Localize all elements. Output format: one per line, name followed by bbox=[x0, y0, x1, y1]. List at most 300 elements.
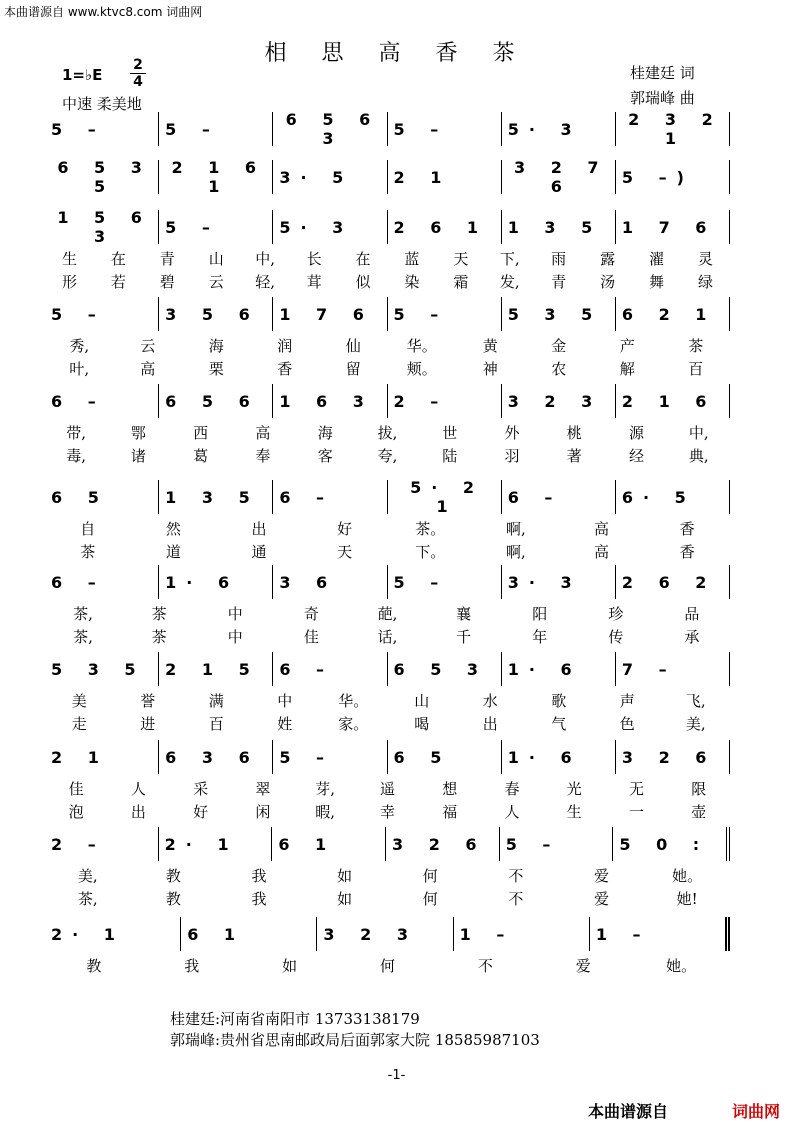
measure bbox=[501, 740, 615, 774]
measure-notes: 1 – bbox=[459, 924, 515, 944]
lyric-syllable: 在 bbox=[355, 250, 371, 268]
lyric-syllable: 出 bbox=[482, 715, 498, 733]
lyricist-credit: 桂建廷 词 bbox=[630, 64, 695, 82]
lyric-syllable: 品 bbox=[684, 605, 700, 623]
measure bbox=[387, 480, 501, 514]
lyric-syllable: 啊, bbox=[506, 520, 526, 538]
measure-notes: 6 – bbox=[51, 572, 106, 592]
measure-notes: 5 3 5 bbox=[507, 304, 603, 324]
measure-notes: 2· 1 bbox=[164, 834, 239, 854]
lyric-syllable: 栗 bbox=[208, 360, 224, 378]
measure-notes: 3· 5 bbox=[279, 167, 354, 187]
lyric-syllable: 黄 bbox=[482, 337, 498, 355]
lyric-syllable: 金 bbox=[551, 337, 567, 355]
measure-notes: 2 1 bbox=[393, 167, 452, 187]
lyric-syllable: 茶, bbox=[77, 890, 98, 908]
lyric-syllable: 不 bbox=[508, 890, 524, 908]
measure bbox=[272, 210, 386, 244]
measure-notes: 6 1 bbox=[187, 924, 246, 944]
lyric-syllable: 高 bbox=[594, 543, 610, 561]
lyric-syllable: 汤 bbox=[600, 273, 616, 291]
measure bbox=[316, 917, 452, 951]
lyric-syllable: 不 bbox=[477, 957, 493, 975]
lyric-syllable: 云 bbox=[140, 337, 156, 355]
lyric-syllable: 奉 bbox=[255, 447, 271, 465]
lyric-syllable: 典, bbox=[688, 447, 709, 465]
lyric-syllable: 云 bbox=[208, 273, 224, 291]
notation-line bbox=[45, 384, 730, 420]
lyric-syllable: 青 bbox=[159, 250, 175, 268]
lyric-syllable: 如 bbox=[337, 867, 353, 885]
measure bbox=[45, 480, 158, 514]
lyric-syllable: 茶。 bbox=[415, 520, 446, 538]
lyrics-verse-1 bbox=[45, 248, 730, 269]
lyric-syllable: 佳 bbox=[303, 628, 319, 646]
measure-notes: 3 6 bbox=[279, 572, 338, 592]
measure bbox=[615, 297, 730, 331]
lyric-syllable: 山 bbox=[414, 692, 430, 710]
lyric-syllable: 留 bbox=[345, 360, 361, 378]
measure-notes: 5 – bbox=[393, 304, 449, 324]
lyric-syllable: 毒, bbox=[66, 447, 87, 465]
measure-notes: 5 –) bbox=[621, 167, 694, 187]
measure bbox=[387, 112, 501, 146]
measure bbox=[387, 565, 501, 599]
lyric-syllable: 羽 bbox=[504, 447, 520, 465]
lyric-syllable: 福 bbox=[442, 803, 458, 821]
measure-notes: 3 2 3 bbox=[507, 391, 603, 411]
measure-notes: 5· 2 1 bbox=[410, 478, 485, 516]
lyric-syllable: 气 bbox=[551, 715, 567, 733]
lyric-syllable: 在 bbox=[110, 250, 126, 268]
lyric-syllable: 轻, bbox=[255, 273, 276, 291]
measure bbox=[387, 210, 501, 244]
measure-notes: 3 2 3 bbox=[323, 924, 418, 944]
lyric-syllable: 若 bbox=[110, 273, 126, 291]
time-signature: 2 4 bbox=[130, 58, 146, 89]
measure-notes: 3· 3 bbox=[507, 572, 582, 592]
lyric-syllable: 闲 bbox=[255, 803, 271, 821]
measure-notes: 5 – bbox=[505, 834, 561, 854]
lyric-syllable: 长 bbox=[306, 250, 322, 268]
lyric-syllable: 香 bbox=[679, 520, 695, 538]
lyrics-verse-2 bbox=[45, 626, 730, 647]
lyrics-verse-2 bbox=[45, 358, 730, 379]
measure-notes: 2 – bbox=[51, 834, 106, 854]
lyric-syllable: 歌 bbox=[551, 692, 567, 710]
lyric-syllable: 雨 bbox=[551, 250, 567, 268]
measure-notes: 6 3 6 bbox=[165, 747, 260, 767]
notation-line bbox=[45, 827, 730, 863]
lyric-syllable: 世 bbox=[442, 424, 458, 442]
lyric-syllable: 我 bbox=[184, 957, 200, 975]
lyric-syllable: 喝 bbox=[414, 715, 430, 733]
lyric-syllable: 仙 bbox=[345, 337, 361, 355]
measure bbox=[453, 917, 589, 951]
measure bbox=[387, 652, 501, 686]
lyric-syllable: 想 bbox=[442, 780, 458, 798]
measure-notes: 6 5 3 5 bbox=[57, 158, 152, 196]
lyric-syllable: 生 bbox=[61, 250, 77, 268]
measure-notes: 6 5 3 bbox=[393, 659, 489, 679]
lyric-syllable: 飞, bbox=[685, 692, 706, 710]
lyric-syllable: 襄 bbox=[456, 605, 472, 623]
measure bbox=[612, 827, 730, 861]
measure bbox=[501, 297, 615, 331]
lyrics-verse-1 bbox=[45, 518, 730, 539]
measure bbox=[615, 112, 730, 146]
lyric-syllable: 润 bbox=[277, 337, 293, 355]
song-title: 相 思 高 香 茶 bbox=[264, 41, 529, 66]
measure-notes: 1 7 6 bbox=[621, 217, 717, 237]
lyrics-verse-2 bbox=[45, 445, 730, 466]
measure-notes: 3 5 6 bbox=[165, 304, 260, 324]
lyric-syllable: 好 bbox=[193, 803, 209, 821]
lyric-syllable: 拔, bbox=[377, 424, 398, 442]
lyrics-verse-2 bbox=[45, 888, 730, 909]
measure-notes: 6 5 bbox=[51, 487, 109, 507]
measure bbox=[387, 740, 501, 774]
measure bbox=[387, 384, 501, 418]
measure bbox=[45, 652, 158, 686]
measure-notes: 2 3 2 1 bbox=[628, 110, 723, 148]
measure bbox=[158, 827, 272, 861]
measure bbox=[272, 480, 386, 514]
lyric-syllable: 山 bbox=[208, 250, 224, 268]
lyrics-verse-1 bbox=[45, 690, 730, 711]
measure bbox=[272, 384, 386, 418]
lyric-syllable: 走 bbox=[71, 715, 87, 733]
measure-notes: 5 – bbox=[51, 304, 106, 324]
lyric-syllable: 客 bbox=[317, 447, 333, 465]
notation-line bbox=[45, 160, 730, 196]
measure-notes: 1 3 5 bbox=[165, 487, 260, 507]
measure-notes: 1 5 6 3 bbox=[57, 208, 152, 246]
measure bbox=[615, 480, 730, 514]
measure bbox=[45, 740, 158, 774]
lyric-syllable: 香 bbox=[679, 543, 695, 561]
lyric-syllable: 教 bbox=[165, 867, 181, 885]
lyric-syllable: 爱 bbox=[575, 957, 591, 975]
measure bbox=[501, 565, 615, 599]
lyric-syllable: 家。 bbox=[338, 715, 369, 733]
measure-notes: 5 0 : bbox=[619, 834, 710, 854]
lyric-syllable: 满 bbox=[208, 692, 224, 710]
lyric-syllable: 农 bbox=[551, 360, 567, 378]
tempo-marking: 中速 柔美地 bbox=[62, 95, 142, 113]
measure-notes: 3 2 6 bbox=[392, 834, 487, 854]
measure bbox=[615, 210, 730, 244]
lyric-syllable: 道 bbox=[165, 543, 181, 561]
notation-line bbox=[45, 210, 730, 246]
measure bbox=[615, 160, 730, 194]
lyric-syllable: 中 bbox=[227, 605, 243, 623]
lyric-syllable: 茶 bbox=[151, 605, 167, 623]
lyric-syllable: 海 bbox=[317, 424, 333, 442]
lyric-syllable: 华。 bbox=[406, 337, 437, 355]
measure bbox=[615, 652, 730, 686]
lyric-syllable: 蓝 bbox=[404, 250, 420, 268]
lyric-syllable: 人 bbox=[130, 780, 146, 798]
lyric-syllable: 产 bbox=[619, 337, 635, 355]
measure-notes: 2 6 2 bbox=[621, 572, 717, 592]
lyric-syllable: 她! bbox=[676, 890, 698, 908]
measure bbox=[180, 917, 316, 951]
lyric-syllable: 教 bbox=[165, 890, 181, 908]
measure bbox=[45, 565, 158, 599]
notation-line bbox=[45, 565, 730, 601]
measure bbox=[158, 210, 272, 244]
lyric-syllable: 高 bbox=[594, 520, 610, 538]
composer-credit: 郭瑞峰 曲 bbox=[630, 89, 695, 107]
measure bbox=[501, 480, 615, 514]
measure bbox=[45, 827, 158, 861]
lyric-syllable: 著 bbox=[566, 447, 582, 465]
measure bbox=[501, 112, 615, 146]
lyric-syllable: 啊, bbox=[506, 543, 526, 561]
lyric-syllable: 千 bbox=[456, 628, 472, 646]
lyric-syllable: 华。 bbox=[338, 692, 369, 710]
measure bbox=[387, 160, 501, 194]
lyric-syllable: 进 bbox=[140, 715, 156, 733]
lyric-syllable: 誉 bbox=[140, 692, 156, 710]
lyric-syllable: 话, bbox=[377, 628, 398, 646]
lyric-syllable: 霜 bbox=[453, 273, 469, 291]
measure-notes: 5· 3 bbox=[507, 119, 582, 139]
source-label: 本曲谱源自 bbox=[588, 1102, 669, 1121]
lyric-syllable: 茶 bbox=[80, 543, 96, 561]
lyric-syllable: 她。 bbox=[672, 867, 703, 885]
site-logo: 词曲网 bbox=[732, 1102, 781, 1121]
lyric-syllable: 神 bbox=[482, 360, 498, 378]
notation-line bbox=[45, 112, 730, 148]
lyric-syllable: 佳 bbox=[68, 780, 84, 798]
lyric-syllable: 海 bbox=[208, 337, 224, 355]
measure-notes: 2 1 6 1 bbox=[171, 158, 267, 196]
notation-line bbox=[45, 297, 730, 333]
lyric-syllable: 茶 bbox=[688, 337, 704, 355]
lyric-syllable: 经 bbox=[629, 447, 645, 465]
measure bbox=[45, 160, 158, 194]
measure-notes: 6· 5 bbox=[621, 487, 696, 507]
measure-notes: 1· 6 bbox=[507, 659, 582, 679]
measure bbox=[501, 210, 615, 244]
measure-notes: 1 – bbox=[595, 924, 651, 944]
measure bbox=[158, 297, 272, 331]
lyric-syllable: 露 bbox=[600, 250, 616, 268]
lyrics-verse-1 bbox=[45, 778, 730, 799]
measure-notes: 5 – bbox=[393, 119, 449, 139]
lyric-syllable: 茶, bbox=[73, 605, 93, 623]
lyric-syllable: 陆 bbox=[442, 447, 458, 465]
lyric-syllable: 泡 bbox=[68, 803, 84, 821]
measure-notes: 2 1 6 bbox=[621, 391, 717, 411]
lyric-syllable: 舞 bbox=[649, 273, 665, 291]
measure bbox=[271, 827, 385, 861]
measure-notes: 6 5 6 3 bbox=[285, 110, 381, 148]
measure bbox=[45, 917, 180, 951]
measure-notes: 6 5 6 bbox=[165, 391, 260, 411]
lyric-syllable: 中 bbox=[277, 692, 293, 710]
measure bbox=[387, 297, 501, 331]
contact-lyricist: 桂建廷:河南省南阳市 13733138179 bbox=[170, 1010, 420, 1028]
lyric-syllable: 中, bbox=[688, 424, 709, 442]
measure bbox=[158, 480, 272, 514]
measure bbox=[158, 652, 272, 686]
lyric-syllable: 光 bbox=[566, 780, 582, 798]
measure bbox=[158, 112, 272, 146]
lyric-syllable: 下, bbox=[499, 250, 520, 268]
lyric-syllable: 诸 bbox=[130, 447, 146, 465]
lyric-syllable: 如 bbox=[282, 957, 298, 975]
measure bbox=[45, 112, 158, 146]
lyric-syllable: 天 bbox=[337, 543, 353, 561]
lyric-syllable: 何 bbox=[422, 890, 438, 908]
lyric-syllable: 外 bbox=[504, 424, 520, 442]
measure-notes: 5 – bbox=[165, 119, 220, 139]
lyric-syllable: 绿 bbox=[697, 273, 713, 291]
measure bbox=[158, 384, 272, 418]
measure bbox=[158, 565, 272, 599]
lyric-syllable: 形 bbox=[61, 273, 77, 291]
measure-notes: 6 1 bbox=[278, 834, 337, 854]
lyric-syllable: 秀, bbox=[69, 337, 90, 355]
lyric-syllable: 姓 bbox=[277, 715, 293, 733]
lyric-syllable: 好 bbox=[337, 520, 353, 538]
lyric-syllable: 带, bbox=[66, 424, 87, 442]
lyric-syllable: 阳 bbox=[532, 605, 548, 623]
notation-line bbox=[45, 480, 730, 516]
measure-notes: 6 – bbox=[279, 659, 335, 679]
lyric-syllable: 幸 bbox=[379, 803, 395, 821]
lyric-syllable: 我 bbox=[251, 890, 267, 908]
measure-notes: 6 2 1 bbox=[621, 304, 717, 324]
lyric-syllable: 美, bbox=[77, 867, 98, 885]
lyric-syllable: 颊。 bbox=[406, 360, 437, 378]
lyric-syllable: 年 bbox=[532, 628, 548, 646]
lyric-syllable: 教 bbox=[86, 957, 102, 975]
lyric-syllable: 百 bbox=[208, 715, 224, 733]
lyric-syllable: 茶, bbox=[73, 628, 93, 646]
lyrics-verse-2 bbox=[45, 271, 730, 292]
lyric-syllable: 香 bbox=[277, 360, 293, 378]
lyric-syllable: 何 bbox=[380, 957, 396, 975]
lyric-syllable: 水 bbox=[482, 692, 498, 710]
lyric-syllable: 芽, bbox=[315, 780, 336, 798]
lyric-syllable: 然 bbox=[165, 520, 181, 538]
lyric-syllable: 爱 bbox=[594, 867, 610, 885]
lyric-syllable: 人 bbox=[504, 803, 520, 821]
lyrics-verse-1 bbox=[45, 865, 730, 886]
lyrics-verse-1 bbox=[45, 335, 730, 356]
lyric-syllable: 桃 bbox=[566, 424, 582, 442]
measure-notes: 3 2 6 bbox=[621, 747, 717, 767]
measure bbox=[589, 917, 730, 951]
lyric-syllable: 色 bbox=[619, 715, 635, 733]
measure-notes: 5 3 5 bbox=[51, 659, 146, 679]
lyric-syllable: 美, bbox=[685, 715, 706, 733]
lyric-syllable: 茶 bbox=[151, 628, 167, 646]
measure bbox=[499, 827, 613, 861]
measure bbox=[45, 384, 158, 418]
measure bbox=[615, 384, 730, 418]
lyric-syllable: 不 bbox=[508, 867, 524, 885]
measure-notes: 6 – bbox=[507, 487, 563, 507]
lyric-syllable: 翠 bbox=[255, 780, 271, 798]
lyric-syllable: 西 bbox=[193, 424, 209, 442]
lyric-syllable: 中 bbox=[227, 628, 243, 646]
lyrics-verse-1 bbox=[45, 955, 730, 976]
lyric-syllable: 承 bbox=[684, 628, 700, 646]
measure bbox=[45, 297, 158, 331]
lyric-syllable: 灵 bbox=[697, 250, 713, 268]
notation-line bbox=[45, 740, 730, 776]
measure-notes: 1 7 6 bbox=[279, 304, 374, 324]
key-signature: 1=♭E bbox=[62, 66, 103, 84]
contact-composer: 郭瑞峰:贵州省思南邮政局后面郭家大院 18585987103 bbox=[170, 1031, 540, 1049]
lyric-syllable: 出 bbox=[251, 520, 267, 538]
lyrics-verse-2 bbox=[45, 801, 730, 822]
lyric-syllable: 奇 bbox=[303, 605, 319, 623]
lyric-syllable: 何 bbox=[422, 867, 438, 885]
measure bbox=[158, 740, 272, 774]
measure-notes: 1· 6 bbox=[507, 747, 582, 767]
lyric-syllable: 百 bbox=[688, 360, 704, 378]
lyric-syllable: 她。 bbox=[666, 957, 697, 975]
measure bbox=[615, 740, 730, 774]
lyric-syllable: 叶, bbox=[69, 360, 90, 378]
lyric-syllable: 夸, bbox=[377, 447, 398, 465]
lyric-syllable: 如 bbox=[337, 890, 353, 908]
lyric-syllable: 无 bbox=[629, 780, 645, 798]
lyric-syllable: 壶 bbox=[691, 803, 707, 821]
lyric-syllable: 茸 bbox=[306, 273, 322, 291]
lyric-syllable: 生 bbox=[566, 803, 582, 821]
lyric-syllable: 声 bbox=[619, 692, 635, 710]
lyric-syllable: 我 bbox=[251, 867, 267, 885]
lyric-syllable: 鄂 bbox=[130, 424, 146, 442]
measure bbox=[501, 652, 615, 686]
measure bbox=[272, 740, 386, 774]
measure-notes: 2· 1 bbox=[51, 924, 125, 944]
lyrics-verse-2 bbox=[45, 541, 730, 562]
measure-notes: 6 5 bbox=[393, 747, 452, 767]
lyric-syllable: 青 bbox=[551, 273, 567, 291]
measure-notes: 6 – bbox=[279, 487, 335, 507]
lyrics-verse-2 bbox=[45, 713, 730, 734]
lyric-syllable: 下。 bbox=[415, 543, 446, 561]
measure bbox=[501, 160, 615, 194]
notation-line bbox=[45, 652, 730, 688]
lyric-syllable: 中, bbox=[255, 250, 276, 268]
lyric-syllable: 遥 bbox=[379, 780, 395, 798]
measure bbox=[272, 297, 386, 331]
notation-line bbox=[45, 917, 730, 953]
lyric-syllable: 暇, bbox=[315, 803, 336, 821]
lyric-syllable: 限 bbox=[691, 780, 707, 798]
lyric-syllable: 珍 bbox=[608, 605, 624, 623]
lyric-syllable: 高 bbox=[255, 424, 271, 442]
site-banner: 本曲谱源自 www.ktvc8.com 词曲网 bbox=[4, 5, 203, 19]
lyrics-verse-1 bbox=[45, 422, 730, 443]
lyric-syllable: 发, bbox=[499, 273, 520, 291]
measure-notes: 7 – bbox=[621, 659, 677, 679]
measure-notes: 2 – bbox=[393, 391, 449, 411]
lyrics-verse-1 bbox=[45, 603, 730, 624]
lyric-syllable: 天 bbox=[453, 250, 469, 268]
lyric-syllable: 爱 bbox=[594, 890, 610, 908]
lyric-syllable: 似 bbox=[355, 273, 371, 291]
